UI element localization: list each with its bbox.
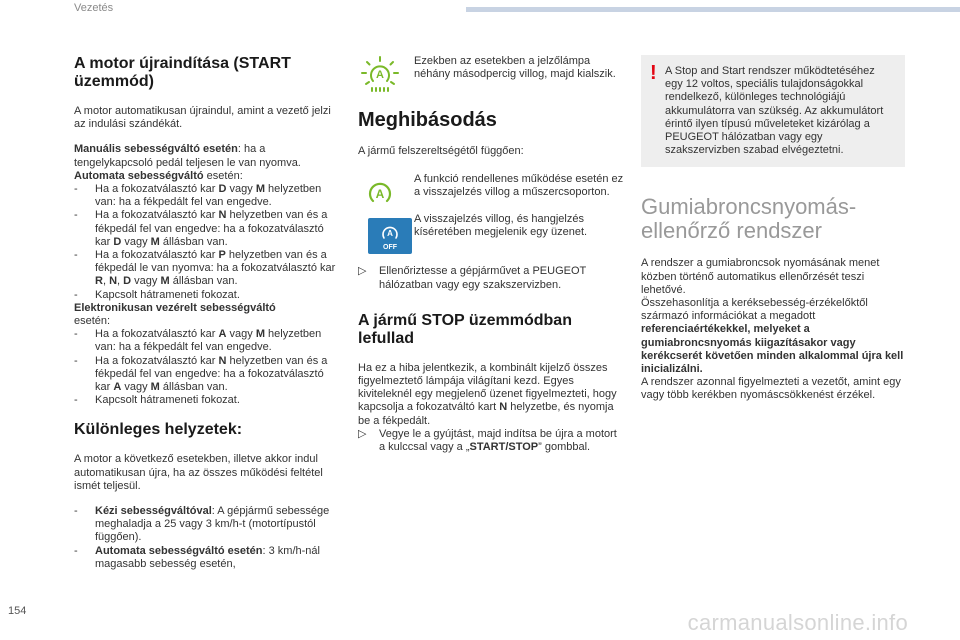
tpms-title: Gumiabroncsnyomás-ellenőrző rendszer [641,194,857,244]
fault-text-1: A funkció rendellenes működése esetén ez a visszajelzés villog a műszercsoporton. [414,172,624,198]
gear-letter: A [113,381,122,394]
list-item: - Ha a fokozatválasztó kar A vagy M helyzetben van: ha a fékpedált fel van engedve. [74,328,322,354]
elec-lead: Elektronikusan vezérelt sebességváltó [74,301,276,314]
header-section: Vezetés [74,2,114,14]
check-text: Ellenőriztesse a gépjárművet a PEUGEOT hálózatban vagy egy szakszervizben. [379,265,587,291]
svg-text:A: A [375,186,385,201]
gear-letter: D [123,275,132,288]
text: vagy [121,235,151,248]
list-item: - Ha a fokozatválasztó kar N helyzetben van és a fékpedál fel van engedve: ha a fokozatválasztó kar D vagy M állásban van. [74,209,328,248]
tpms-p1: A rendszer a gumiabroncsok nyomásának menet közben történő automatikus ellenőrzését teszi lehetővé. [641,257,880,296]
text: Ha a fokozatválasztó kar [95,209,219,222]
text: : A gépjármű sebessége meghaladja a 25 vagy 3 km/h-t (motortípustól függően). [95,505,330,544]
text: helyzetben van és a fékpedál fel van engedve: ha a fokozatválasztó kar [95,354,328,394]
gear-letter: N [218,209,227,222]
text: ” gombbal. [538,441,591,454]
stop-paragraph [358,362,624,428]
text: helyzetben van: ha a fékpedált fel van engedve. [95,183,322,209]
text: állásban van. [159,235,228,248]
fault-row-1 [358,173,624,199]
restart-intro: A motor automatikusan újraindul, amint a vezető jelzi az indulási szándékát. [74,105,331,131]
gear-letter: D [113,235,122,248]
header-bar [466,7,960,12]
gear-letter: A [218,328,227,341]
special-title: Különleges helyzetek: [74,421,243,439]
gear-letter: N [109,275,118,288]
text: Kézi sebességváltóval [95,505,212,518]
list-item: - Ha a fokozatválasztó kar P helyzetben van és a fékpedál le van nyomva: ha a fokozatválasztó kar R, N, D vagy M állásban van. [74,249,336,288]
text: vagy [226,328,256,341]
stop-title: A jármű STOP üzemmódban lefullad [358,311,572,347]
text: Automata sebességváltó esetén [95,544,263,557]
off-label: OFF [383,244,397,252]
gear-letter: M [160,275,170,288]
restart-title: A motor újraindítása (START üzemmód) [74,55,291,90]
gear-letter: P [218,249,226,262]
warning-text: A Stop and Start rendszer működtetéséhez egy 12 voltos, speciális tulajdonságokkal rendelkező, különleges technológiájú akkumulátorra van szükség. Az akkumulátort érintő ilyen típusú műveleteket kizárólag a PEUGEOT hálózatban vagy egy szakszervizben szabad elvégeztetni. [665,65,884,157]
text: , [102,275,110,288]
text: állásban van. [169,275,238,288]
list-item: - Kapcsolt hátrameneti fokozat. [74,288,240,301]
svg-text:A: A [387,229,393,239]
svg-text:A: A [376,69,384,81]
gear-letter: R [95,275,103,288]
list-item: - Kézi sebességváltóval: A gépjármű sebessége meghaladja a 25 vagy 3 km/h-t (motortípustól függően). [74,505,330,544]
auto-rest: esetén: [203,169,243,182]
text: helyzetben van és a fékpedál le van nyomva: ha a fokozatválasztó kar [95,249,336,275]
text: Összehasonlítja a keréksebesség-érzékelőktől származó információkat a megadott [641,297,868,323]
warning-box [641,55,905,167]
text: Ha a fokozatválasztó kar [95,183,219,196]
text: állásban van. [159,381,228,394]
text: helyzetben van: ha a fékpedált fel van engedve. [95,328,322,354]
text: Kapcsolt hátrameneti fokozat. [95,288,240,301]
list-item [358,265,624,291]
list-item [358,428,624,454]
text: vagy [131,275,161,288]
list-item: - Automata sebességváltó esetén: 3 km/h-nál magasabb sebesség esetén, [74,544,320,570]
special-intro: A motor a következő esetekben, illetve akkor indul automatikusan újra, ha az összes működési feltétel ismét teljesül. [74,453,323,492]
manual-gearbox-paragraph [74,143,342,169]
stop-start-off-icon [368,218,412,254]
blink-text: Ezekben az esetekben a jelzőlámpa néhány másodpercig villog, majd kialszik. [414,55,616,81]
blink-row [358,55,624,81]
elec-gearbox-heading [74,302,342,328]
fault-row-2 [358,213,624,252]
gear-letter: M [255,183,265,196]
stop-start-blink-icon [358,55,402,93]
tpms-p2 [641,297,905,376]
text: Ha a fokozatválasztó kar [95,249,219,262]
text: , [117,275,124,288]
fault-text-2: A visszajelzés villog, és hangjelzés kíséretében megjelenik egy üzenet. [414,213,588,239]
gear-letter: M [150,381,160,394]
page-number: 154 [8,605,27,617]
elec-rest: esetén: [74,315,111,328]
auto-gearbox-heading [74,170,342,183]
bullet-arrow-icon: ▷ [358,427,367,440]
warning-exclamation-icon: ! [650,62,657,84]
column-3 [641,55,905,403]
list-item: - Ha a fokozatválasztó kar N helyzetben van és a fékpedál fel van engedve: ha a fokozatválasztó kar A vagy M állásban van. [74,354,328,394]
auto-lead: Automata sebességváltó [74,169,204,182]
fault-intro: A jármű felszereltségétől függően: [358,145,524,158]
column-1 [74,55,342,571]
manual-lead: Manuális sebességváltó esetén [74,143,238,156]
column-2 [358,55,624,454]
watermark: carmanualsonline.info [687,610,908,635]
text: vagy [226,183,256,196]
gear-letter: N [218,354,227,367]
list-item: - Kapcsolt hátrameneti fokozat. [74,394,240,407]
text: referenciaértékekkel, melyeket a gumiabroncsnyomás kiigazításakor vagy kerékcserét követően minden alkalommal újra kell inicializálni. [641,323,904,376]
list-item: - Ha a fokozatválasztó kar D vagy M helyzetben van: ha a fékpedált fel van engedve. [74,183,322,209]
text: Ha ez a hiba jelentkezik, a kombinált kijelző összes figyelmeztető lámpája világítani kezd. Egyes kiviteleknél egy megjelenő üzenet figyelmezteti, hogy kapcsolja a fokozatváltó kart [358,361,617,414]
fault-title: Meghibásodás [358,109,497,132]
stop-start-fault-icon [358,173,402,211]
tpms-p3: A rendszer azonnal figyelmezteti a vezetőt, amint egy vagy több kerékben nyomáscsökkenést érzékel. [641,376,901,402]
gear-letter: M [255,328,265,341]
text: vagy [121,381,151,394]
text: Kapcsolt hátrameneti fokozat. [95,394,240,407]
manual-rest: : ha a tengelykapcsoló pedál teljesen le van nyomva. [74,143,301,169]
bullet-arrow-icon: ▷ [358,265,367,278]
text: helyzetbe, és nyomja be a fékpedált. [358,401,614,427]
text: helyzetben van és a fékpedál fel van engedve: ha a fokozatválasztó kar [95,209,328,248]
text: Ha a fokozatválasztó kar [95,328,219,341]
text: Ha a fokozatválasztó kar [95,354,219,367]
text: : 3 km/h-nál magasabb sebesség esetén, [95,544,320,570]
button-label: START/STOP [469,441,539,454]
gear-letter: N [499,401,508,414]
gear-letter: D [218,183,227,196]
text: Vegye le a gyújtást, majd indítsa be újra a motort a kulccsal vagy a „ [379,427,617,454]
gear-letter: M [150,235,160,248]
